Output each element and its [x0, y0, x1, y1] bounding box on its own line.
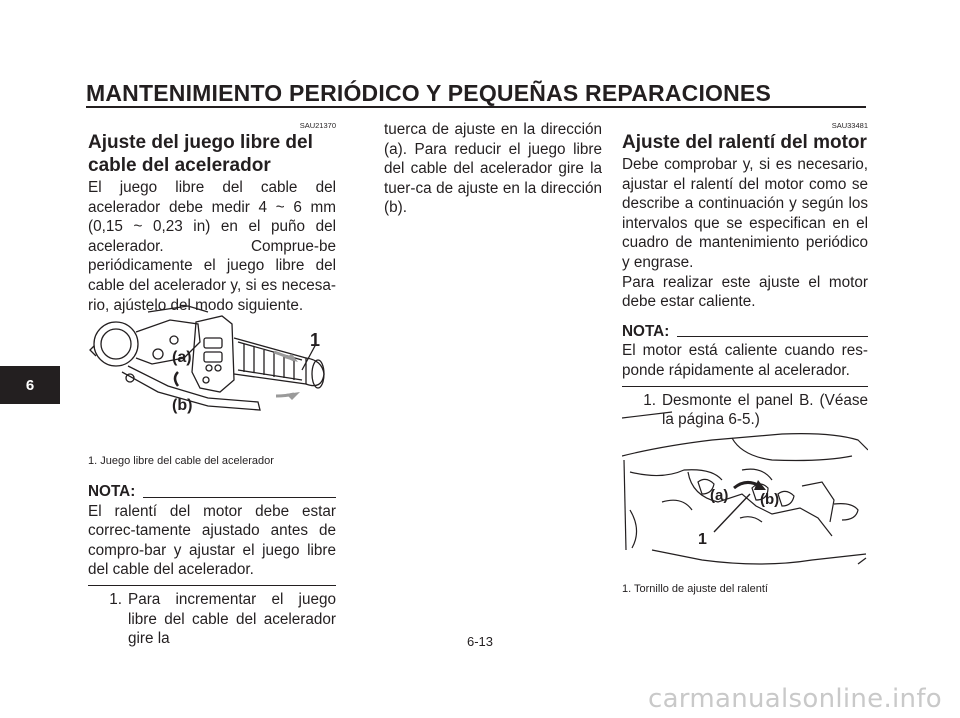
idle-paragraph-2: Para realizar este ajuste el motor debe estar caliente.	[622, 273, 868, 311]
nota-heading	[622, 322, 868, 342]
nota-heading	[88, 482, 336, 502]
step-number: 1.	[109, 590, 122, 608]
figure1-label-a: (a)	[172, 349, 192, 366]
section-code: SAU33481	[831, 121, 868, 130]
nota-label: NOTA:	[88, 483, 136, 500]
nota-text: El ralentí del motor debe estar correc-tamente ajustado antes de compro-bar y ajustar el juego libre del cable del acelerador.	[88, 502, 336, 586]
idle-screw-figure	[622, 410, 868, 578]
section-code: SAU21370	[299, 121, 336, 130]
nota-label: NOTA:	[622, 322, 670, 340]
header-rule	[86, 106, 866, 108]
title-line-2: cable del acelerador	[88, 155, 271, 176]
nota-text: El motor está caliente cuando res-ponde rápidamente al acelerador.	[622, 341, 868, 386]
figure1-caption: 1. Juego libre del cable del acelerador	[88, 455, 274, 467]
section-title-idle: Ajuste del ralentí del motor	[622, 132, 867, 153]
left-column-lower	[88, 482, 336, 649]
chapter-tab: 6	[0, 366, 60, 404]
title-line-1: Ajuste del juego libre del	[88, 132, 313, 153]
figure1-label-b: (b)	[172, 397, 193, 414]
figure2-label-a: (a)	[710, 487, 729, 504]
step-text: Desmonte el panel B. (Véase la página 6-5.)	[662, 391, 868, 429]
middle-column	[384, 120, 602, 218]
throttle-grip-figure	[88, 302, 336, 430]
figure2-caption: 1. Tornillo de ajuste del ralentí	[622, 583, 768, 595]
nota-rule	[143, 497, 336, 498]
page-header-title: MANTENIMIENTO PERIÓDICO Y PEQUEÑAS REPARACIONES	[86, 80, 772, 106]
section-title-throttle	[88, 131, 336, 177]
idle-paragraph-1: Debe comprobar y, si es necesario, ajustar el ralentí del motor como se describe a continuación y según los intervalos que se especifican en el cuadro de mantenimiento periódico y engrase.	[622, 156, 868, 271]
left-column	[88, 120, 336, 315]
figure1-label-1: 1	[310, 330, 321, 350]
throttle-continuation-paragraph: tuerca de ajuste en la dirección (a). Para reducir el juego libre del cable del acelerador gire la tuer-ca de ajuste en la dirección (b).	[384, 121, 602, 217]
page-number: 6-13	[466, 634, 494, 649]
figure2-label-1: 1	[698, 531, 707, 548]
step-text: Para incrementar el juego libre del cable del acelerador gire la	[128, 590, 336, 648]
watermark: carmanualsonline.info	[647, 684, 942, 714]
figure2-label-b: (b)	[760, 491, 780, 508]
throttle-intro-paragraph: El juego libre del cable del acelerador debe medir 4 ~ 6 mm (0,15 ~ 0,23 in) en el puño del acelerador. Comprue-be periódicamente el juego libre del cable del acelerador y, si es necesa-rio, ajústelo del modo siguiente.	[88, 179, 336, 314]
right-column	[622, 120, 868, 430]
step-number: 1.	[643, 391, 656, 409]
nota-rule	[677, 336, 868, 337]
